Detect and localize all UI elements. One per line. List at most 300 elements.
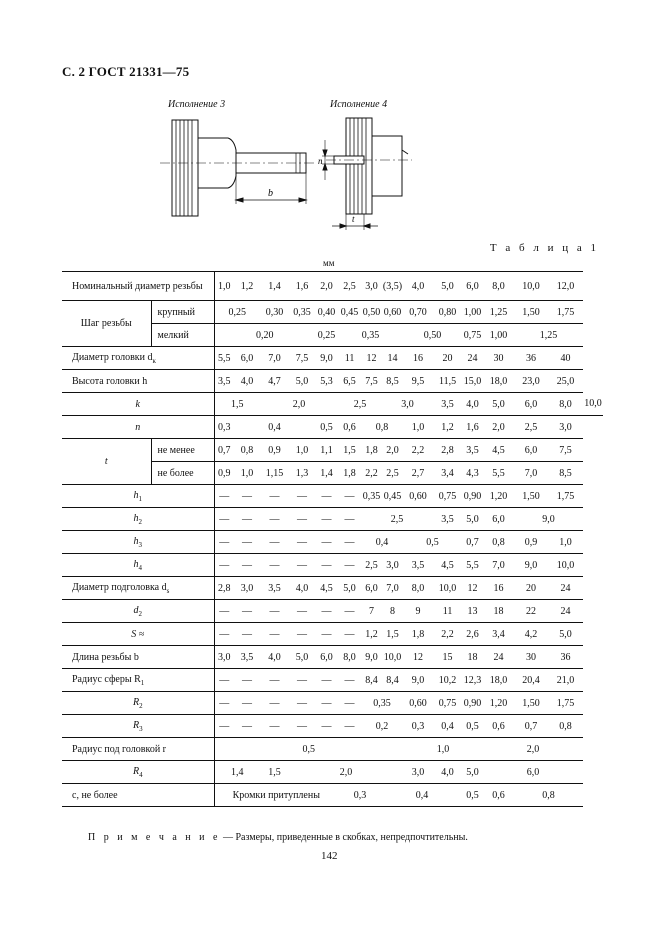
table-row-h — [62, 370, 603, 393]
cell: 0,75 — [433, 485, 462, 508]
cell: 2,5 — [382, 462, 403, 485]
cell: 0,25 — [315, 324, 338, 347]
cell: 20,4 — [514, 669, 548, 692]
cell: 4,0 — [260, 646, 289, 669]
cell: 5,0 — [462, 761, 483, 784]
cell: 11 — [338, 347, 361, 370]
table-row-pitch-coarse — [62, 301, 603, 324]
cell: 8,0 — [483, 272, 514, 301]
cell: — — [234, 508, 260, 531]
cell: — — [260, 692, 289, 715]
cell: 11,5 — [433, 370, 462, 393]
cell: 2,0 — [483, 416, 514, 439]
cell: 5,0 — [433, 272, 462, 301]
table-row-h2 — [62, 508, 603, 531]
cell: 20 — [514, 577, 548, 600]
screw-drawing-version-3 — [160, 120, 316, 216]
cell: — — [315, 692, 338, 715]
cell: 30 — [514, 646, 548, 669]
cell: 1,0 — [403, 416, 433, 439]
cell: 2,5 — [361, 554, 382, 577]
table-row-b — [62, 646, 603, 669]
table-row-r4 — [62, 761, 603, 784]
table-row-d2 — [62, 600, 603, 623]
cell: 24 — [462, 347, 483, 370]
cell: 1,50 — [514, 301, 548, 324]
cell: 0,3 — [214, 416, 234, 439]
table-row-dk — [62, 347, 603, 370]
cell: 1,15 — [260, 462, 289, 485]
cell: — — [289, 669, 315, 692]
cell: 6,0 — [483, 508, 514, 531]
cell: 3,0 — [214, 646, 234, 669]
table-row-h1 — [62, 485, 603, 508]
cell: 12 — [361, 347, 382, 370]
row-label: Радиус сферы $R_1$ — [62, 669, 214, 692]
cell: 4,0 — [433, 761, 462, 784]
cell: — — [234, 669, 260, 692]
cell: 11 — [433, 600, 462, 623]
cell: 1,25 — [483, 301, 514, 324]
row-label: Высота головки h — [62, 370, 214, 393]
cell: 23,0 — [514, 370, 548, 393]
cell: 0,70 — [403, 301, 433, 324]
cell: 3,5 — [403, 554, 433, 577]
cell: 8,0 — [548, 393, 583, 416]
cell: 1,20 — [483, 485, 514, 508]
cell: 10,0 — [433, 577, 462, 600]
cell: — — [315, 554, 338, 577]
cell: 9,5 — [403, 370, 433, 393]
cell: — — [214, 531, 234, 554]
cell: 5,0 — [289, 646, 315, 669]
cell: 0,7 — [462, 531, 483, 554]
cell: 0,8 — [361, 416, 403, 439]
cell: 8,4 — [361, 669, 382, 692]
cell: 0,6 — [338, 416, 361, 439]
cell: 0,25 — [214, 301, 260, 324]
cell: — — [234, 531, 260, 554]
cell: 2,0 — [260, 393, 338, 416]
cell: 2,6 — [462, 623, 483, 646]
row-label: Радиус под головкой r — [62, 738, 214, 761]
cell: 36 — [548, 646, 583, 669]
cell: 1,75 — [548, 301, 583, 324]
cell: — — [234, 485, 260, 508]
cell: 0,8 — [514, 784, 583, 807]
cell: — — [289, 508, 315, 531]
cell: — — [289, 531, 315, 554]
cell: 8,0 — [403, 577, 433, 600]
cell: — — [338, 554, 361, 577]
cell: 7,0 — [514, 462, 548, 485]
cell: — — [338, 623, 361, 646]
cell: 15 — [433, 646, 462, 669]
cell: 1,8 — [361, 439, 382, 462]
cell: 0,60 — [382, 301, 403, 324]
cell: 2,5 — [361, 508, 433, 531]
cell: 6,0 — [483, 761, 583, 784]
cell: 3,0 — [234, 577, 260, 600]
cell: 2,5 — [514, 416, 548, 439]
cell: 8,4 — [382, 669, 403, 692]
cell: 0,3 — [338, 784, 382, 807]
cell: — — [338, 669, 361, 692]
cell: 1,6 — [289, 272, 315, 301]
screw-drawing-version-4 — [322, 118, 412, 230]
cell: 1,4 — [214, 761, 260, 784]
cell: — — [214, 508, 234, 531]
cell: — — [260, 531, 289, 554]
cell: 1,5 — [214, 393, 260, 416]
cell: 0,50 — [403, 324, 462, 347]
cell: 12,0 — [548, 272, 583, 301]
cell: 3,0 — [382, 554, 403, 577]
cell: — — [260, 715, 289, 738]
cell: 0,9 — [214, 462, 234, 485]
cell: 0,6 — [483, 784, 514, 807]
cell: 7,0 — [483, 554, 514, 577]
cell: 5,5 — [214, 347, 234, 370]
cell: 1,75 — [548, 485, 583, 508]
cell: 3,0 — [403, 761, 433, 784]
cell: 1,0 — [234, 462, 260, 485]
cell: 4,2 — [514, 623, 548, 646]
cell: — — [289, 600, 315, 623]
cell: 1,3 — [289, 462, 315, 485]
cell: 6,0 — [514, 393, 548, 416]
cell: 8 — [382, 600, 403, 623]
cell: — — [338, 485, 361, 508]
cell: 4,5 — [433, 554, 462, 577]
cell: — — [214, 485, 234, 508]
table-row-r2 — [62, 692, 603, 715]
cell: 24 — [483, 646, 514, 669]
cell: 2,0 — [483, 738, 583, 761]
cell: 0,50 — [361, 301, 382, 324]
cell: — — [234, 554, 260, 577]
cell: 0,2 — [361, 715, 403, 738]
cell: — — [260, 600, 289, 623]
cell: 2,0 — [315, 272, 338, 301]
cell: 0,5 — [462, 715, 483, 738]
cell: 4,0 — [289, 577, 315, 600]
table-row-r1 — [62, 669, 603, 692]
cell: 7 — [361, 600, 382, 623]
cell: 0,6 — [483, 715, 514, 738]
cell: 1,2 — [361, 623, 382, 646]
cell: 24 — [548, 600, 583, 623]
cell: 0,4 — [382, 784, 462, 807]
cell: — — [315, 508, 338, 531]
cell: — — [338, 531, 361, 554]
cell: 1,50 — [514, 692, 548, 715]
cell: — — [234, 600, 260, 623]
row-label: $R_2$ — [62, 692, 214, 715]
row-label: $R_3$ — [62, 715, 214, 738]
cell: 0,35 — [338, 324, 403, 347]
cell: 6,0 — [234, 347, 260, 370]
cell: 3,0 — [361, 272, 382, 301]
cell: 2,0 — [289, 761, 403, 784]
cell: 1,8 — [338, 462, 361, 485]
cell: 0,5 — [403, 531, 462, 554]
cell: 0,3 — [403, 715, 433, 738]
cell: 5,0 — [289, 370, 315, 393]
cell: 20 — [433, 347, 462, 370]
table-row-t-min — [62, 439, 603, 462]
cell: 9,0 — [315, 347, 338, 370]
cell: 5,0 — [483, 393, 514, 416]
cell: 1,4 — [260, 272, 289, 301]
cell: — — [234, 623, 260, 646]
cell: 0,60 — [403, 692, 433, 715]
cell: — — [315, 485, 338, 508]
cell: 0,4 — [361, 531, 403, 554]
cell: Кромки притуплены — [214, 784, 338, 807]
cell: 18 — [483, 600, 514, 623]
cell: 1,6 — [462, 416, 483, 439]
page-number: 142 — [321, 850, 338, 862]
cell: 1,75 — [548, 692, 583, 715]
cell: — — [315, 669, 338, 692]
table-note: П р и м е ч а н и е — Размеры, приведенные в скобках, непредпочтительны. — [88, 832, 468, 843]
row-label: t — [62, 439, 151, 485]
row-label: $R_4$ — [62, 761, 214, 784]
cell: — — [260, 485, 289, 508]
cell: 2,0 — [382, 439, 403, 462]
cell: 1,0 — [214, 272, 234, 301]
cell: 1,2 — [433, 416, 462, 439]
cell: 3,4 — [483, 623, 514, 646]
units-label: мм — [323, 258, 335, 268]
cell: — — [234, 715, 260, 738]
cell: 6,0 — [315, 646, 338, 669]
cell: 18 — [462, 646, 483, 669]
figure-caption-version-3: Исполнение 3 — [168, 99, 226, 110]
cell: 0,8 — [483, 531, 514, 554]
table-row-nominal-diameter — [62, 272, 603, 301]
table-row-r3 — [62, 715, 603, 738]
cell: 2,5 — [338, 272, 361, 301]
table-row-ds — [62, 577, 603, 600]
cell: 1,50 — [514, 485, 548, 508]
cell: 3,5 — [214, 370, 234, 393]
cell: — — [315, 715, 338, 738]
cell: — — [289, 715, 315, 738]
cell: 7,0 — [260, 347, 289, 370]
cell: 21,0 — [548, 669, 583, 692]
row-label: Диаметр головки $d_к$ — [62, 347, 214, 370]
cell: 30 — [483, 347, 514, 370]
cell: — — [214, 623, 234, 646]
cell: 0,75 — [433, 692, 462, 715]
row-label: с, не более — [62, 784, 214, 807]
cell: 5,3 — [315, 370, 338, 393]
cell: 7,5 — [361, 370, 382, 393]
cell: 0,90 — [462, 485, 483, 508]
cell: 15,0 — [462, 370, 483, 393]
cell: 10,2 — [433, 669, 462, 692]
figure-caption-version-4: Исполнение 4 — [330, 99, 388, 110]
cell: 2,8 — [214, 577, 234, 600]
cell: 1,8 — [403, 623, 433, 646]
cell: 36 — [514, 347, 548, 370]
cell: 12 — [403, 646, 433, 669]
cell: 0,45 — [382, 485, 403, 508]
cell: 4,0 — [403, 272, 433, 301]
cell: 1,0 — [403, 738, 483, 761]
cell: 7,0 — [382, 577, 403, 600]
dimensions-table — [62, 271, 603, 807]
cell: — — [214, 600, 234, 623]
table-row-s — [62, 623, 603, 646]
cell: 8,5 — [548, 462, 583, 485]
dimension-t-label: t — [352, 214, 355, 224]
cell: 10,0 — [514, 272, 548, 301]
cell: 0,90 — [462, 692, 483, 715]
cell: — — [338, 600, 361, 623]
cell: 0,40 — [315, 301, 338, 324]
sub-label: мелкий — [151, 324, 214, 347]
cell: 1,0 — [289, 439, 315, 462]
cell: — — [315, 623, 338, 646]
cell: — — [214, 669, 234, 692]
dimension-b-label: b — [268, 188, 273, 199]
cell: 0,4 — [234, 416, 315, 439]
cell: 4,5 — [315, 577, 338, 600]
cell: 16 — [483, 577, 514, 600]
cell: 0,20 — [214, 324, 315, 347]
cell: 0,80 — [433, 301, 462, 324]
cell: 7,5 — [289, 347, 315, 370]
cell: 0,9 — [260, 439, 289, 462]
cell: 0,4 — [433, 715, 462, 738]
cell: 12,3 — [462, 669, 483, 692]
row-label: $h_4$ — [62, 554, 214, 577]
cell: 5,5 — [483, 462, 514, 485]
dimension-n-label: n — [318, 156, 323, 166]
cell: — — [338, 508, 361, 531]
cell: 0,5 — [462, 784, 483, 807]
row-label: $d_2$ — [62, 600, 214, 623]
cell: 0,75 — [462, 324, 483, 347]
cell: 2,2 — [361, 462, 382, 485]
cell: 3,5 — [433, 393, 462, 416]
cell: — — [315, 600, 338, 623]
cell: 10,0 — [382, 646, 403, 669]
cell: 2,2 — [403, 439, 433, 462]
table-row-c — [62, 784, 603, 807]
cell: 12 — [462, 577, 483, 600]
row-label: k — [62, 393, 214, 416]
cell: 5,5 — [462, 554, 483, 577]
cell: — — [289, 623, 315, 646]
cell: 4,7 — [260, 370, 289, 393]
cell: 3,5 — [462, 439, 483, 462]
cell: 5,0 — [338, 577, 361, 600]
cell: 5,0 — [548, 623, 583, 646]
cell: 1,2 — [234, 272, 260, 301]
row-label: n — [62, 416, 214, 439]
cell: 5,0 — [462, 508, 483, 531]
row-label: $h_1$ — [62, 485, 214, 508]
row-label: Номинальный диаметр резьбы — [62, 272, 214, 301]
cell: 2,2 — [433, 623, 462, 646]
cell: 4,0 — [462, 393, 483, 416]
cell: 9,0 — [361, 646, 382, 669]
cell: 6,0 — [462, 272, 483, 301]
row-label: $h_2$ — [62, 508, 214, 531]
cell: (3,5) — [382, 272, 403, 301]
cell: 10,0 — [583, 393, 603, 416]
cell: 1,25 — [514, 324, 583, 347]
cell: 14 — [382, 347, 403, 370]
table-row-k — [62, 393, 603, 416]
cell: 22 — [514, 600, 548, 623]
cell: 0,35 — [361, 485, 382, 508]
cell: 0,30 — [260, 301, 289, 324]
cell: 1,5 — [260, 761, 289, 784]
cell: 4,3 — [462, 462, 483, 485]
sub-label: не более — [151, 462, 214, 485]
cell: — — [338, 715, 361, 738]
table-row-h4 — [62, 554, 603, 577]
cell: 3,5 — [433, 508, 462, 531]
cell: 16 — [403, 347, 433, 370]
cell: 3,5 — [234, 646, 260, 669]
row-label: Диаметр подголовка $d_s$ — [62, 577, 214, 600]
row-label: Шаг резьбы — [62, 301, 151, 347]
cell: 3,0 — [548, 416, 583, 439]
cell: 3,5 — [260, 577, 289, 600]
cell: 0,5 — [315, 416, 338, 439]
cell: 0,45 — [338, 301, 361, 324]
cell: — — [315, 531, 338, 554]
cell: 24 — [548, 577, 583, 600]
page-header: С. 2 ГОСТ 21331—75 — [62, 64, 190, 79]
cell: 1,5 — [382, 623, 403, 646]
cell: 1,20 — [483, 692, 514, 715]
cell: 18,0 — [483, 370, 514, 393]
sub-label: крупный — [151, 301, 214, 324]
cell: 4,0 — [234, 370, 260, 393]
cell: 1,00 — [462, 301, 483, 324]
cell: — — [260, 623, 289, 646]
cell: — — [338, 692, 361, 715]
cell: 2,5 — [338, 393, 382, 416]
cell: 1,00 — [483, 324, 514, 347]
row-label: $h_3$ — [62, 531, 214, 554]
cell: 8,0 — [338, 646, 361, 669]
cell: — — [234, 692, 260, 715]
cell: — — [289, 485, 315, 508]
cell: 1,0 — [548, 531, 583, 554]
row-label: S ≈ — [62, 623, 214, 646]
cell: 3,0 — [382, 393, 433, 416]
cell: 0,9 — [514, 531, 548, 554]
cell: 1,1 — [315, 439, 338, 462]
cell: 18,0 — [483, 669, 514, 692]
cell: 0,8 — [548, 715, 583, 738]
cell: 2,7 — [403, 462, 433, 485]
table-row-n — [62, 416, 603, 439]
cell: 40 — [548, 347, 583, 370]
cell: 9,0 — [514, 508, 583, 531]
cell: 1,5 — [338, 439, 361, 462]
sub-label: не менее — [151, 439, 214, 462]
cell: 6,5 — [338, 370, 361, 393]
